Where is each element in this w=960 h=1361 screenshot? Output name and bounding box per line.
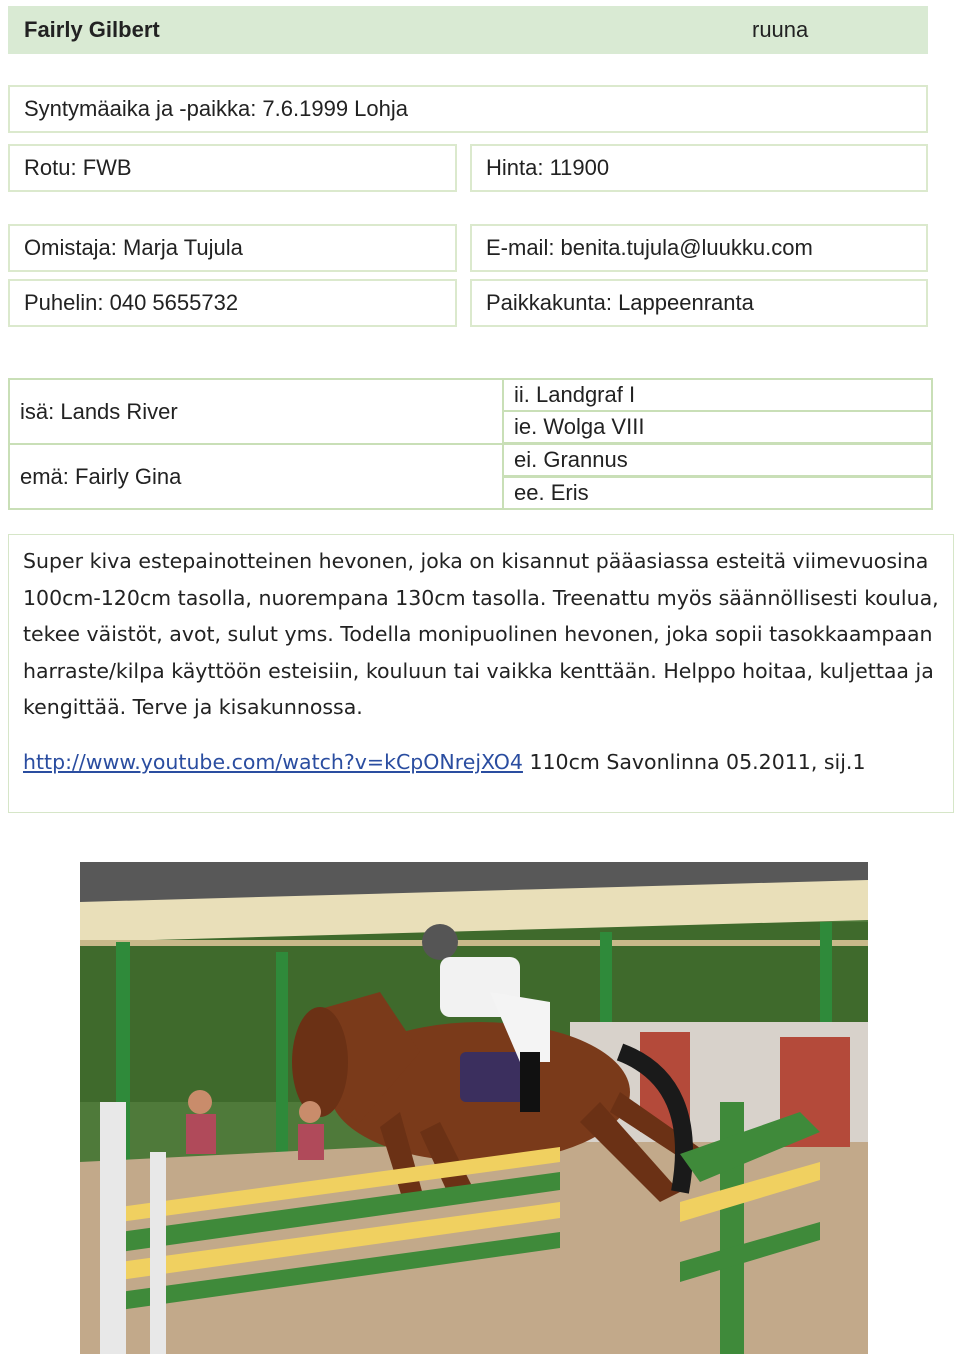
pedigree-dam: emä: Fairly Gina [8, 443, 504, 510]
video-caption: 110cm Savonlinna 05.2011, sij.1 [522, 749, 866, 774]
birth-text: Syntymäaika ja -paikka: 7.6.1999 Lohja [24, 96, 409, 121]
video-link[interactable]: http://www.youtube.com/watch?v=kCpONrejXO4 [23, 749, 523, 774]
location-field [470, 279, 928, 327]
header-bar [8, 6, 928, 54]
birth-field [8, 85, 928, 133]
location-text: Paikkakunta: Lappeenranta [486, 290, 754, 315]
price-field [470, 144, 928, 192]
description-box [8, 534, 954, 813]
breed-text: Rotu: FWB [24, 155, 132, 180]
pedigree-ancestor: ei. Grannus [502, 443, 933, 477]
owner-field [8, 224, 457, 272]
horse-name: Fairly Gilbert [24, 17, 160, 42]
phone-text: Puhelin: 040 5655732 [24, 290, 239, 315]
horse-jumping-photo [80, 862, 868, 1354]
pedigree-ancestor: ee. Eris [502, 476, 933, 510]
horse-gender: ruuna [752, 17, 809, 42]
price-text: Hinta: 11900 [486, 155, 610, 180]
breed-field [8, 144, 457, 192]
video-line [23, 744, 939, 781]
pedigree-ancestor: ii. Landgraf I [502, 378, 933, 412]
pedigree-ancestor: ie. Wolga VIII [502, 410, 933, 444]
pedigree-sire: isä: Lands River [8, 378, 504, 445]
phone-field [8, 279, 457, 327]
description-text: Super kiva estepainotteinen hevonen, joka on kisannut pääasiassa esteitä viimevuosina 100cm-120cm tasolla, nuorempana 130cm tasolla. Treenattu myös säännöllisesti koulua, tekee väistöt, avot, sulut yms. Todella monipuolinen hevonen, joka sopii tasokkaampaan harraste/kilpa käyttöön esteisiin, kouluun tai vaikka kenttään. Helppo hoitaa, kuljettaa ja kengittää. Terve ja kisakunnossa. [23, 549, 939, 719]
email-field [470, 224, 928, 272]
email-text: E-mail: benita.tujula@luukku.com [486, 235, 813, 260]
owner-text: Omistaja: Marja Tujula [24, 235, 243, 260]
